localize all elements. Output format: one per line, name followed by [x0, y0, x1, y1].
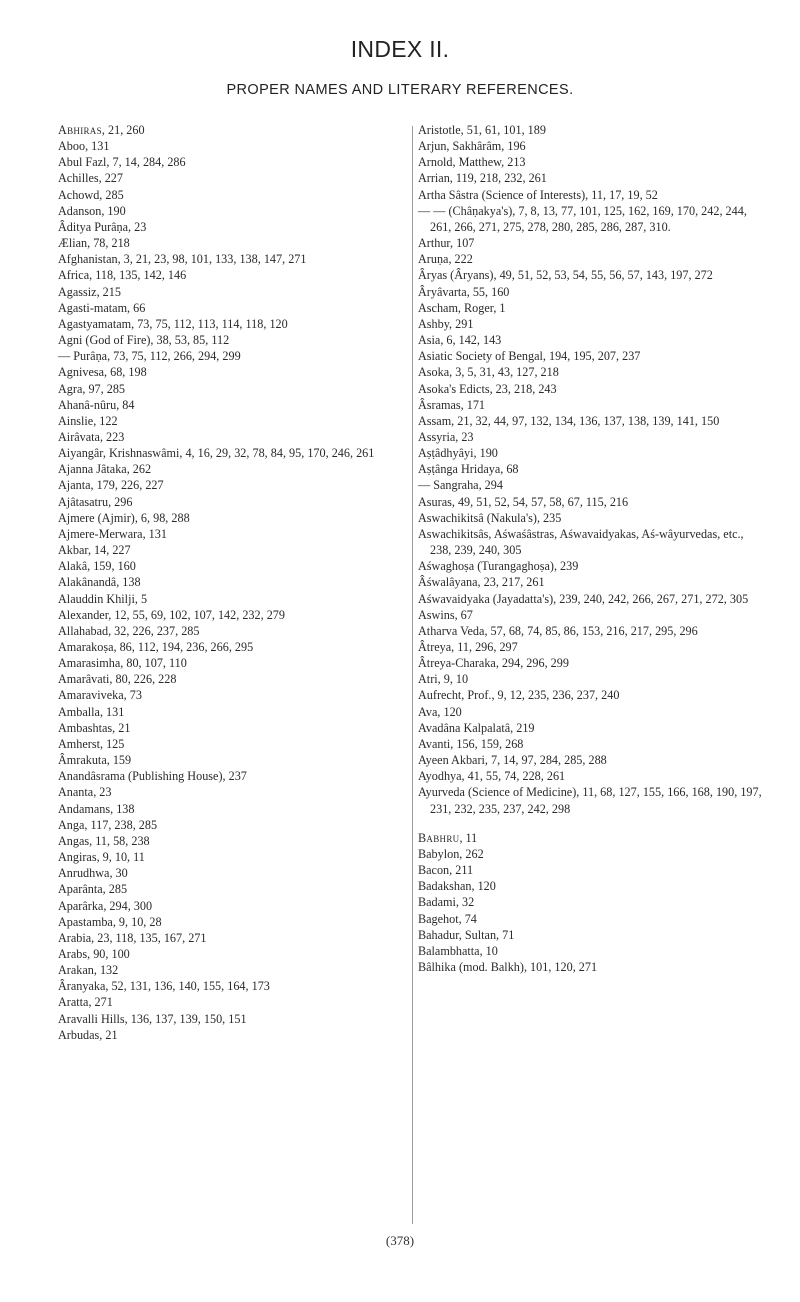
index-entry: Agassiz, 215 — [58, 284, 121, 299]
index-entry: Bahadur, Sultan, 71 — [418, 927, 515, 942]
page-subtitle: PROPER NAMES AND LITERARY REFERENCES. — [226, 82, 574, 98]
index-entry: Ambashtas, 21 — [58, 720, 131, 735]
index-entry: Arakan, 132 — [58, 963, 119, 978]
index-entry: Assyria, 23 — [418, 429, 474, 444]
index-entry: Assam, 21, 32, 44, 97, 132, 134, 136, 137, 138, 139, 141, 150 — [418, 413, 720, 428]
index-entry: Ainslie, 122 — [58, 413, 118, 428]
index-entry: Agra, 97, 285 — [58, 381, 126, 396]
index-headword: Babhru — [418, 830, 460, 845]
index-entry: Aswins, 67 — [418, 607, 473, 622]
index-entry: Agnivesa, 68, 198 — [58, 365, 147, 380]
index-entry: Alauddin Khilji, 5 — [58, 591, 148, 606]
index-entry: Alakânandâ, 138 — [58, 575, 141, 590]
index-entry: Aśwaghoṣa (Turangaghoṣa), 239 — [418, 559, 579, 574]
index-entry: Aravalli Hills, 136, 137, 139, 150, 151 — [58, 1011, 247, 1026]
index-entry: Arrian, 119, 218, 232, 261 — [418, 171, 547, 186]
index-entry: Abul Fazl, 7, 14, 284, 286 — [58, 155, 186, 170]
index-entry: Bagehot, 74 — [418, 911, 477, 926]
index-entry: Âryas (Âryans), 49, 51, 52, 53, 54, 55, 56, 57, 143, 197, 272 — [418, 268, 713, 283]
index-entry: Ajmere-Merwara, 131 — [58, 526, 167, 541]
page-number: (378) — [385, 1233, 415, 1248]
index-entry: Andamans, 138 — [58, 801, 135, 816]
index-entry: Alexander, 12, 55, 69, 102, 107, 142, 232, 279 — [58, 607, 285, 622]
index-entry: Âditya Purâṇa, 23 — [58, 219, 147, 234]
index-entry: Arnold, Matthew, 213 — [418, 155, 526, 170]
index-entry: Airâvata, 223 — [58, 429, 125, 444]
index-entry: Âmrakuta, 159 — [58, 753, 132, 768]
index-entry: Arabia, 23, 118, 135, 167, 271 — [58, 930, 207, 945]
index-entry: — Purâṇa, 73, 75, 112, 266, 294, 299 — [58, 349, 241, 364]
index-entry: Badakshan, 120 — [418, 879, 496, 894]
index-entry: Balambhatta, 10 — [418, 943, 498, 958]
index-entry: Amballa, 131 — [58, 704, 125, 719]
index-entry: Arabs, 90, 100 — [58, 946, 130, 961]
index-entry: Akbar, 14, 227 — [58, 543, 131, 558]
index-entry: Âranyaka, 52, 131, 136, 140, 155, 164, 173 — [58, 979, 270, 994]
index-entry: Aboo, 131 — [58, 139, 110, 154]
index-entry: Aswachikitsâ (Nakula's), 235 — [418, 510, 562, 525]
page-title: INDEX II. — [350, 36, 450, 62]
index-entry: Aṣṭâdhyâyi, 190 — [418, 446, 498, 461]
index-entry: Arbudas, 21 — [58, 1027, 118, 1042]
index-entry: Âsramas, 171 — [418, 397, 486, 412]
index-entry: Artha Sâstra (Science of Interests), 11, 17, 19, 52 — [418, 187, 658, 202]
column-divider — [412, 126, 413, 1224]
index-entry: Agasti-matam, 66 — [58, 300, 146, 315]
index-column-left — [58, 122, 398, 1043]
index-entry: Amherst, 125 — [58, 736, 125, 751]
index-entry: Asia, 6, 142, 143 — [418, 333, 502, 348]
index-entry: Adanson, 190 — [58, 203, 126, 218]
index-entry: Bacon, 211 — [418, 863, 474, 878]
index-entry: Aruṇa, 222 — [418, 252, 473, 267]
index-entry: Âryâvarta, 55, 160 — [418, 284, 510, 299]
index-entry: Avanti, 156, 159, 268 — [418, 736, 524, 751]
index-entry: — — (Châṇakya's), 7, 8, 13, 77, 101, 125, 162, 169, 170, 242, 244, 261, 266, 271, 275, 278, 280, 285, 286, 287, 310. — [418, 203, 747, 234]
index-entry: Alakâ, 159, 160 — [58, 559, 136, 574]
index-entry: — Sangraha, 294 — [418, 478, 503, 493]
index-entry: Asoka's Edicts, 23, 218, 243 — [418, 381, 557, 396]
index-entry: Allahabad, 32, 226, 237, 285 — [58, 623, 200, 638]
index-entry: Agastyamatam, 73, 75, 112, 113, 114, 118, 120 — [58, 316, 288, 331]
index-entry: Aśwavaidyaka (Jayadatta's), 239, 240, 242, 266, 267, 271, 272, 305 — [418, 591, 749, 606]
index-entry: Angiras, 9, 10, 11 — [58, 850, 145, 865]
index-entry: Angas, 11, 58, 238 — [58, 833, 150, 848]
index-entry: Amarasimha, 80, 107, 110 — [58, 656, 187, 671]
index-entry: Arthur, 107 — [418, 236, 475, 251]
index-entry: Apastamba, 9, 10, 28 — [58, 914, 162, 929]
index-headword: Abhiras — [58, 123, 102, 137]
index-entry: Ava, 120 — [418, 704, 462, 719]
index-entry: Anga, 117, 238, 285 — [58, 817, 158, 832]
index-entry: Babhru, 11 — [418, 830, 478, 845]
index-entry: Babylon, 262 — [418, 846, 484, 861]
index-entry: Asiatic Society of Bengal, 194, 195, 207, 237 — [418, 349, 641, 364]
index-entry: Âśwalâyana, 23, 217, 261 — [418, 575, 545, 590]
index-column-right — [418, 122, 763, 975]
index-entry: Âtreya-Charaka, 294, 296, 299 — [418, 656, 569, 671]
index-entry: Aṣṭânga Hridaya, 68 — [418, 462, 519, 477]
index-entry: Africa, 118, 135, 142, 146 — [58, 268, 187, 283]
index-entry: Aiyangâr, Krishnaswâmi, 4, 16, 29, 32, 78, 84, 95, 170, 246, 261 — [58, 446, 375, 461]
index-entry: Arjun, Sakhârâm, 196 — [418, 139, 526, 154]
index-entry: Afghanistan, 3, 21, 23, 98, 101, 133, 138, 147, 271 — [58, 252, 307, 267]
index-entry: Anrudhwa, 30 — [58, 866, 128, 881]
index-entry: Ananta, 23 — [58, 785, 112, 800]
index-entry: Atharva Veda, 57, 68, 74, 85, 86, 153, 216, 217, 295, 296 — [418, 623, 698, 638]
index-entry: Anandâsrama (Publishing House), 237 — [58, 769, 247, 784]
index-entry: Aufrecht, Prof., 9, 12, 235, 236, 237, 240 — [418, 688, 620, 703]
index-entry: Ælian, 78, 218 — [58, 236, 130, 251]
index-entry: Ajanna Jâtaka, 262 — [58, 462, 152, 477]
index-entry: Ajanta, 179, 226, 227 — [58, 478, 164, 493]
index-entry: Achilles, 227 — [58, 171, 123, 186]
index-entry: Ayodhya, 41, 55, 74, 228, 261 — [418, 769, 566, 784]
index-entry: Ajmere (Ajmir), 6, 98, 288 — [58, 510, 190, 525]
index-entry: Ayeen Akbari, 7, 14, 97, 284, 285, 288 — [418, 753, 607, 768]
index-entry: Aparânta, 285 — [58, 882, 128, 897]
index-entry: Ajâtasatru, 296 — [58, 494, 133, 509]
index-entry: Bâlhika (mod. Balkh), 101, 120, 271 — [418, 959, 598, 974]
index-entry: Abhiras, 21, 260 — [58, 123, 145, 137]
index-entry: Âtreya, 11, 296, 297 — [418, 640, 518, 654]
index-entry: Aparârka, 294, 300 — [58, 898, 153, 913]
index-entry: Amarâvati, 80, 226, 228 — [58, 672, 177, 687]
index-entry: Atri, 9, 10 — [418, 672, 469, 687]
index-entry: Ahanâ-nûru, 84 — [58, 397, 135, 412]
index-entry: Amaraviveka, 73 — [58, 688, 142, 703]
index-entry: Ascham, Roger, 1 — [418, 300, 506, 315]
index-entry: Badami, 32 — [418, 895, 475, 910]
index-entry: Ayurveda (Science of Medicine), 11, 68, 127, 155, 166, 168, 190, 197, 231, 232, 235, 237, 242, 298 — [418, 785, 762, 816]
index-entry: Asoka, 3, 5, 31, 43, 127, 218 — [418, 365, 559, 380]
index-entry: Ashby, 291 — [418, 316, 474, 331]
index-entry: Aristotle, 51, 61, 101, 189 — [418, 123, 546, 137]
index-entry: Aratta, 271 — [58, 995, 113, 1010]
index-entry: Avadâna Kalpalatâ, 219 — [418, 720, 535, 735]
index-entry: Aswachikitsâs, Aśwaśâstras, Aśwavaidyakas, Aś-wâyurvedas, etc., 238, 239, 240, 305 — [418, 526, 744, 558]
index-entry: Achowd, 285 — [58, 187, 124, 202]
index-entry: Amarakoṣa, 86, 112, 194, 236, 266, 295 — [58, 640, 254, 654]
index-entry: Asuras, 49, 51, 52, 54, 57, 58, 67, 115, 216 — [418, 494, 629, 509]
index-entry: Agni (God of Fire), 38, 53, 85, 112 — [58, 333, 230, 348]
